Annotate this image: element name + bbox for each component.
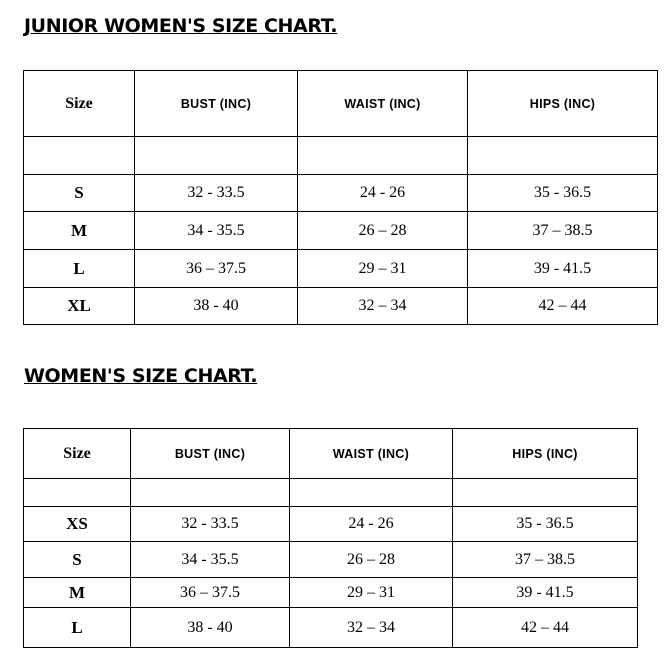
waist-cell: 29 – 31 [290,578,453,608]
header-bust: BUST (INC) [131,429,290,479]
table-header-row [24,71,658,137]
header-hips: HIPS (INC) [468,71,658,137]
header-size: Size [24,429,131,479]
waist-cell: 32 – 34 [298,288,468,325]
header-hips: HIPS (INC) [453,429,638,479]
hips-cell: 42 – 44 [468,288,658,325]
table-header-row [24,429,638,479]
table-row [24,175,658,212]
women-size-chart-title: WOMEN'S SIZE CHART. [24,365,258,387]
table-row [24,578,638,608]
waist-cell: 29 – 31 [298,250,468,288]
waist-cell: 26 – 28 [298,212,468,250]
table-row [24,288,658,325]
hips-cell: 37 – 38.5 [468,212,658,250]
hips-cell: 37 – 38.5 [453,542,638,578]
size-cell: L [24,608,131,648]
table-row [24,250,658,288]
header-bust: BUST (INC) [135,71,298,137]
size-cell: XS [24,507,131,542]
table-row [24,212,658,250]
table-row [24,507,638,542]
bust-cell: 32 - 33.5 [135,175,298,212]
junior-size-table [23,70,658,325]
size-cell: M [24,212,135,250]
waist-cell: 32 – 34 [290,608,453,648]
size-cell: S [24,175,135,212]
bust-cell: 38 - 40 [131,608,290,648]
waist-cell: 24 - 26 [298,175,468,212]
empty-row [24,479,638,507]
hips-cell: 39 - 41.5 [468,250,658,288]
hips-cell: 42 – 44 [453,608,638,648]
header-waist: WAIST (INC) [290,429,453,479]
bust-cell: 36 – 37.5 [131,578,290,608]
header-waist: WAIST (INC) [298,71,468,137]
size-cell: S [24,542,131,578]
empty-row [24,137,658,175]
hips-cell: 35 - 36.5 [468,175,658,212]
size-cell: L [24,250,135,288]
table-row [24,608,638,648]
hips-cell: 39 - 41.5 [453,578,638,608]
size-cell: M [24,578,131,608]
waist-cell: 24 - 26 [290,507,453,542]
bust-cell: 32 - 33.5 [131,507,290,542]
bust-cell: 36 – 37.5 [135,250,298,288]
bust-cell: 38 - 40 [135,288,298,325]
table-row [24,542,638,578]
size-cell: XL [24,288,135,325]
hips-cell: 35 - 36.5 [453,507,638,542]
bust-cell: 34 - 35.5 [135,212,298,250]
header-size: Size [24,71,135,137]
bust-cell: 34 - 35.5 [131,542,290,578]
women-size-table [23,428,638,648]
junior-size-chart-title: JUNIOR WOMEN'S SIZE CHART. [24,15,338,37]
waist-cell: 26 – 28 [290,542,453,578]
